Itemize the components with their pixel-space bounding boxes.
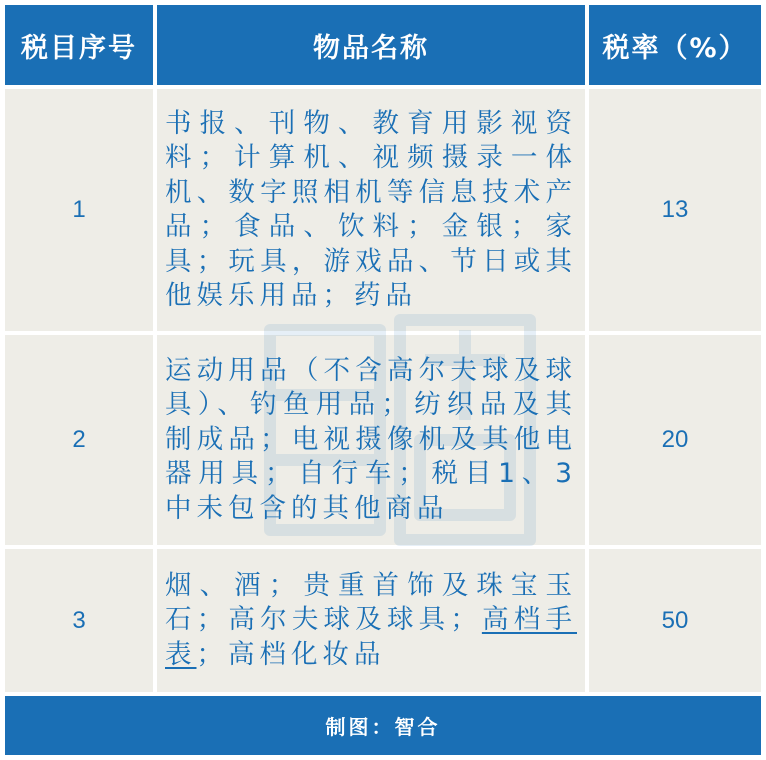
row-1-code	[5, 89, 153, 331]
chart-credit-text: 制图：智合	[325, 715, 441, 739]
row-3-items-before: 烟、酒；贵重首饰及珠宝玉石；高尔夫球及球具；	[165, 569, 577, 636]
header-item-name	[157, 5, 585, 85]
row-3-items	[157, 549, 585, 692]
row-3-code	[5, 549, 153, 692]
header-tax-rate	[589, 5, 761, 85]
chart-credit-bar	[5, 696, 761, 755]
row-1-items-text: 书报、刊物、教育用影视资料；计算机、视频摄录一体机、数字照相机等信息技术产品；食品、饮料；金银；家具；玩具，游戏品、节日或其他娱乐用品；药品	[165, 107, 577, 311]
row-3-rate	[589, 549, 761, 692]
row-3-items-after: ；高档化妆品	[196, 638, 386, 670]
header-item-name-label: 物品名称	[313, 32, 429, 64]
luxury-watch-link[interactable]: 高档手表	[165, 604, 577, 670]
row-1-items	[157, 89, 585, 331]
row-2-items	[157, 335, 585, 545]
header-tax-rate-label: 税率（%）	[602, 32, 748, 64]
row-2-items-text: 运动用品（不含高尔夫球及球具）、钓鱼用品；纺织品及其制成品；电视摄像机及其他电器用具；自行车；税目1、3中未包含的其他商品	[165, 354, 577, 524]
row-1-rate-value: 13	[661, 196, 689, 223]
row-2-rate-value: 20	[661, 426, 689, 453]
row-3-items-text	[165, 569, 577, 673]
header-tax-code	[5, 5, 153, 85]
row-2-code	[5, 335, 153, 545]
row-2-code-value: 2	[72, 426, 86, 453]
row-2-rate	[589, 335, 761, 545]
row-1-rate	[589, 89, 761, 331]
row-3-rate-value: 50	[661, 606, 689, 634]
header-tax-code-label: 税目序号	[21, 32, 137, 64]
row-3-code-value: 3	[72, 606, 86, 634]
row-1-code-value: 1	[72, 196, 86, 223]
